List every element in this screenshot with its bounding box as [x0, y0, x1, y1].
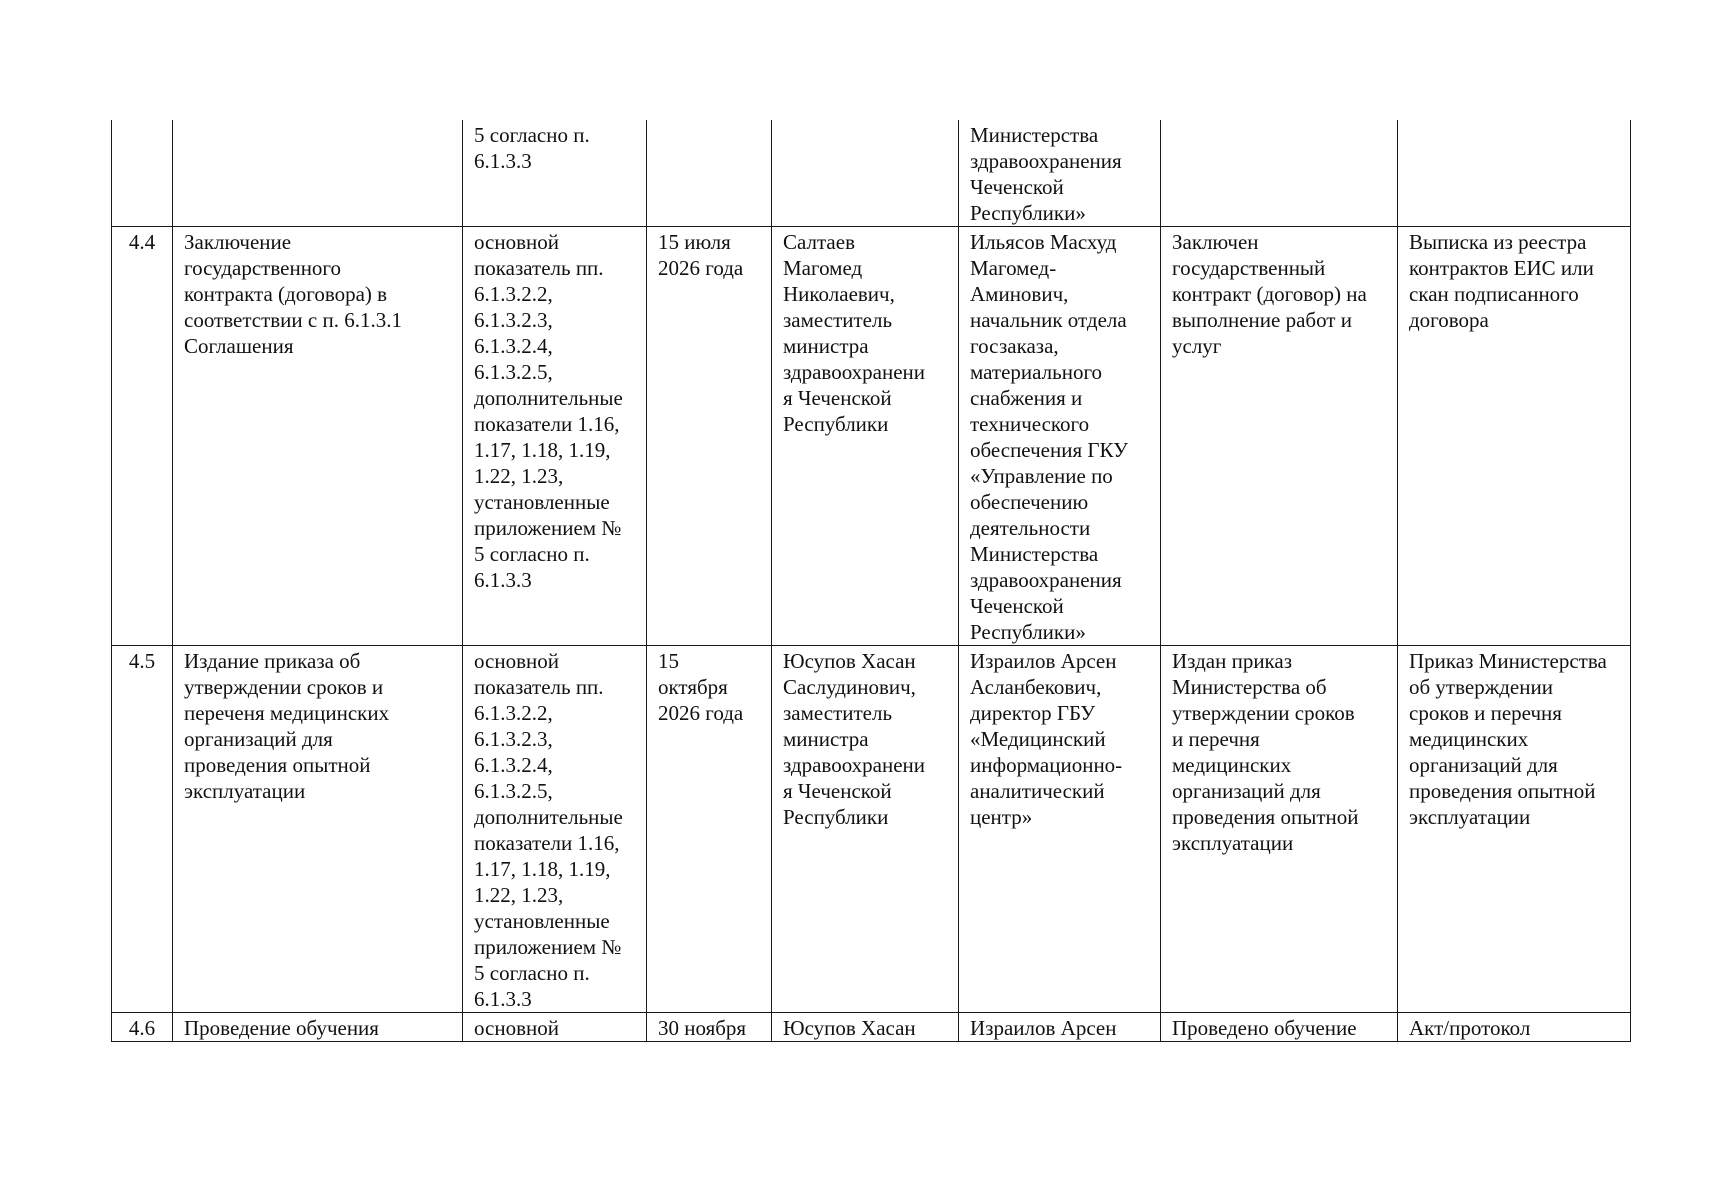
responsible-cell: Юсупов Хасан	[772, 1013, 959, 1042]
row-number-cell: 4.6	[112, 1013, 173, 1042]
indicator-cell: основной показатель пп. 6.1.3.2.2, 6.1.3.2.3, 6.1.3.2.4, 6.1.3.2.5, дополнительные показатели 1.16, 1.17, 1.18, 1.19, 1.22, 1.23, установленные приложением № 5 согласно п. 6.1.3.3	[463, 646, 647, 1013]
result-cell: Заключен государственный контракт (договор) на выполнение работ и услуг	[1161, 227, 1398, 646]
result-cell	[1161, 120, 1398, 227]
responsible-cell: Юсупов Хасан Саслудинович, заместитель министра здравоохранени я Чеченской Республики	[772, 646, 959, 1013]
event-cell: Заключение государственного контракта (договора) в соответствии с п. 6.1.3.1 Соглашения	[173, 227, 463, 646]
date-cell: 15 октября 2026 года	[647, 646, 772, 1013]
table-row	[112, 1013, 1631, 1042]
executor-cell: Израилов Арсен Асланбекович, директор ГБУ «Медицинский информационно- аналитический центр»	[959, 646, 1161, 1013]
indicator-cell: основной показатель пп. 6.1.3.2.2, 6.1.3.2.3, 6.1.3.2.4, 6.1.3.2.5, дополнительные показатели 1.16, 1.17, 1.18, 1.19, 1.22, 1.23, установленные приложением № 5 согласно п. 6.1.3.3	[463, 227, 647, 646]
document-cell: Приказ Министерства об утверждении сроков и перечня медицинских организаций для проведения опытной эксплуатации	[1398, 646, 1631, 1013]
table-row	[112, 120, 1631, 227]
table-row	[112, 646, 1631, 1013]
document-cell	[1398, 120, 1631, 227]
row-number-cell: 4.5	[112, 646, 173, 1013]
executor-cell: Израилов Арсен	[959, 1013, 1161, 1042]
event-cell: Издание приказа об утверждении сроков и переченя медицинских организаций для проведения опытной эксплуатации	[173, 646, 463, 1013]
result-cell: Проведено обучение	[1161, 1013, 1398, 1042]
executor-cell: Ильясов Масхуд Магомед- Аминович, начальник отдела госзаказа, материального снабжения и технического обеспечения ГКУ «Управление по обеспечению деятельности Министерства здравоохранения Чеченской Республики»	[959, 227, 1161, 646]
executor-cell: Министерства здравоохранения Чеченской Республики»	[959, 120, 1161, 227]
event-cell	[173, 120, 463, 227]
plan-table	[111, 120, 1631, 1042]
responsible-cell	[772, 120, 959, 227]
date-cell	[647, 120, 772, 227]
indicator-cell: основной	[463, 1013, 647, 1042]
indicator-cell: 5 согласно п. 6.1.3.3	[463, 120, 647, 227]
document-cell: Акт/протокол	[1398, 1013, 1631, 1042]
date-cell: 15 июля 2026 года	[647, 227, 772, 646]
document-cell: Выписка из реестра контрактов ЕИС или скан подписанного договора	[1398, 227, 1631, 646]
event-cell: Проведение обучения	[173, 1013, 463, 1042]
table-row	[112, 227, 1631, 646]
row-number-cell	[112, 120, 173, 227]
row-number-cell: 4.4	[112, 227, 173, 646]
responsible-cell: Салтаев Магомед Николаевич, заместитель министра здравоохранени я Чеченской Республики	[772, 227, 959, 646]
result-cell: Издан приказ Министерства об утверждении сроков и перечня медицинских организаций для проведения опытной эксплуатации	[1161, 646, 1398, 1013]
date-cell: 30 ноября	[647, 1013, 772, 1042]
